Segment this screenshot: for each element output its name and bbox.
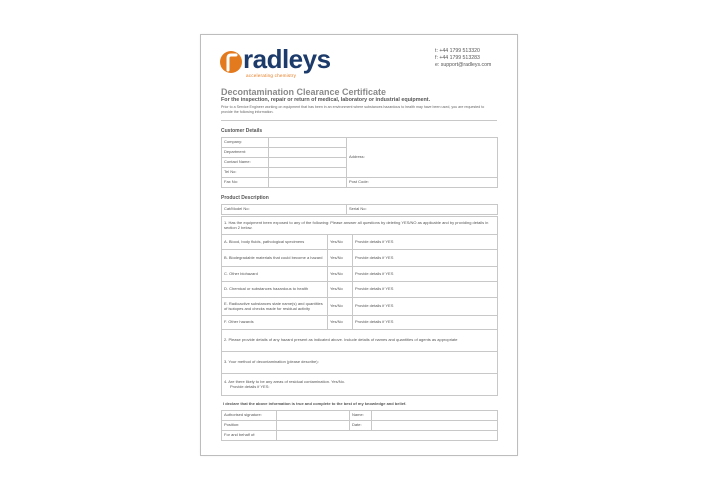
radleys-tagline: accelerating chemistry — [246, 73, 297, 78]
position-label: Position: — [222, 421, 277, 431]
hazard-a-yesno[interactable]: Yes/No — [328, 235, 353, 250]
hazard-f-details[interactable]: Provide details if YES — [353, 316, 498, 330]
address-label: Address: — [349, 154, 365, 160]
customer-details-table — [221, 137, 498, 188]
post-code-field[interactable] — [347, 178, 498, 188]
question-1: 1. Has the equipment been exposed to any of the following: Please answer all questions by deleting YES/NO as applicable and by providing details in section 2 below. — [222, 217, 498, 235]
on-behalf-label: For and behalf of: — [222, 431, 277, 441]
contact-name-field[interactable] — [269, 158, 347, 168]
form-subtitle: For the inspection, repair or return of medical, laboratory or industrial equipment. — [221, 97, 431, 103]
cat-model-field[interactable] — [222, 205, 347, 215]
serial-label: Serial No: — [349, 206, 367, 212]
divider — [221, 120, 497, 121]
tel-field[interactable] — [269, 168, 347, 178]
radleys-logo — [219, 46, 339, 78]
hazard-b-label: B. Biodegradable materials that could become a hazard — [222, 250, 328, 267]
serial-field[interactable] — [347, 205, 498, 215]
contact-fax: f: +44 1799 513283 — [435, 55, 480, 61]
hazard-e-yesno[interactable]: Yes/No — [328, 298, 353, 316]
post-code-label: Post Code: — [349, 179, 369, 185]
date-label: Date: — [350, 421, 372, 431]
hazard-d-details[interactable]: Provide details if YES — [353, 282, 498, 298]
hazard-b-yesno[interactable]: Yes/No — [328, 250, 353, 267]
question-2[interactable]: 2. Please provide details of any hazard present as indicated above. Include details of names and quantities of agents as appropriate — [222, 330, 498, 352]
hazard-f-label: F. Other hazards — [222, 316, 328, 330]
hazard-b-details[interactable]: Provide details if YES — [353, 250, 498, 267]
form-intro: Prior to a Service Engineer working on equipment that has been in an environment where substances hazardous to health may have been used, you are requested to provide the following information. — [221, 105, 485, 114]
on-behalf-field[interactable] — [277, 431, 498, 441]
contact-email: e: support@radleys.com — [435, 62, 492, 68]
signature-table — [221, 410, 498, 441]
certificate-page — [200, 34, 518, 456]
department-field[interactable] — [269, 148, 347, 158]
hazards-table — [221, 216, 498, 396]
department-label: Department: — [222, 148, 269, 158]
radleys-logo-mark — [219, 49, 243, 75]
radleys-wordmark: radleys — [243, 44, 331, 74]
question-3[interactable]: 3. Your method of decontamination (please describe): — [222, 352, 498, 374]
position-field[interactable] — [277, 421, 350, 431]
authorised-signature-field[interactable] — [277, 411, 350, 421]
tel-label: Tel No: — [222, 168, 269, 178]
question-4-details: Provide details if YES: — [230, 383, 270, 389]
authorised-signature-label: Authorised signature: — [222, 411, 277, 421]
company-field[interactable] — [269, 138, 347, 148]
form-title: Decontamination Clearance Certificate — [221, 87, 387, 97]
hazard-f-yesno[interactable]: Yes/No — [328, 316, 353, 330]
name-field[interactable] — [372, 411, 498, 421]
question-4: 4. Are there likely to be any areas of residual contamination. Yes/No. — [224, 378, 345, 384]
company-label: Company: — [222, 138, 269, 148]
hazard-d-label: D. Chemical or substances hazardous to health — [222, 282, 328, 298]
address-field[interactable] — [347, 138, 498, 178]
hazard-c-details[interactable]: Provide details if YES — [353, 267, 498, 282]
question-4-field[interactable] — [222, 374, 498, 396]
cat-model-label: Cat/Model No: — [224, 206, 250, 212]
name-label: Name: — [350, 411, 372, 421]
hazard-e-details[interactable]: Provide details if YES — [353, 298, 498, 316]
product-table — [221, 204, 498, 215]
hazard-c-label: C. Other biohazard — [222, 267, 328, 282]
fax-label: Fax No: — [222, 178, 269, 188]
hazard-a-details[interactable]: Provide details if YES — [353, 235, 498, 250]
product-description-heading: Product Description — [221, 195, 269, 201]
customer-details-heading: Customer Details — [221, 128, 263, 134]
declaration-text: I declare that the above information is true and complete to the best of my knowledge and belief. — [223, 401, 407, 406]
hazard-a-label: A. Blood, body fluids, pathological specimens — [222, 235, 328, 250]
hazard-d-yesno[interactable]: Yes/No — [328, 282, 353, 298]
fax-field[interactable] — [269, 178, 347, 188]
contact-phone: t: +44 1799 513320 — [435, 48, 480, 54]
hazard-c-yesno[interactable]: Yes/No — [328, 267, 353, 282]
hazard-e-label: E. Radioactive substances state name(s) and quantities of isotopes and checks made for residual activity — [222, 298, 328, 316]
date-field[interactable] — [372, 421, 498, 431]
contact-block — [435, 48, 491, 69]
contact-name-label: Contact Name: — [222, 158, 269, 168]
